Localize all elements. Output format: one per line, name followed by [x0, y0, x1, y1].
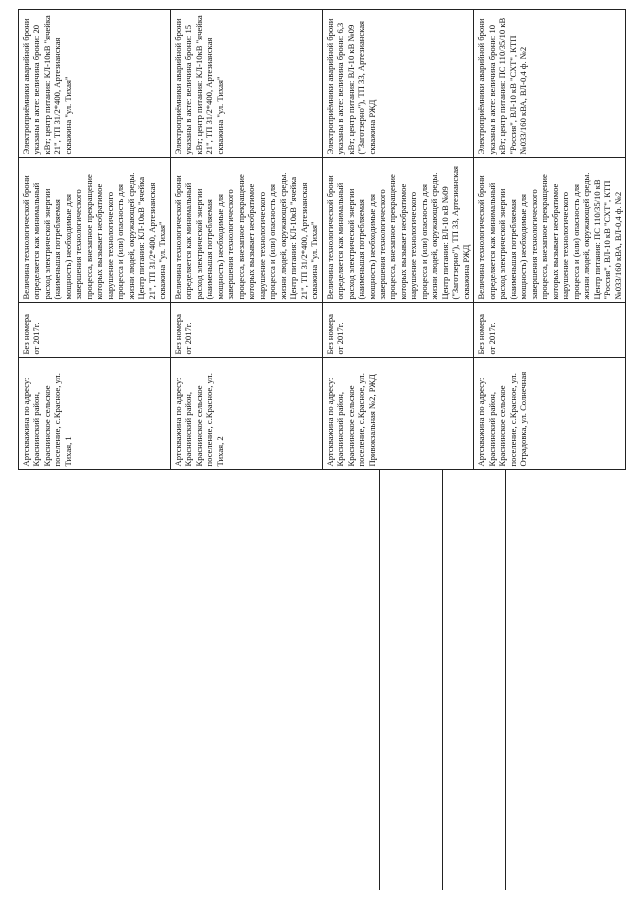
divider-line [505, 471, 506, 891]
cell-object: Артскважина по адресу: Краснинский район, Краснинское сельское поселение, с.Красное, ул. Отрадовка, ул. Солнечная [474, 358, 626, 470]
cell-reason: Величина технологической брони определяется как минимальный расход электрической энергии (наименьшая потребляемая мощность) необходимые для завершения технологического процесса, внезапное прекращение которых вызывает необратимое нарушение технологического процесса и (или) опасность для жизни людей, окружающей среды. Центр питания: КЛ-10кВ "ячейка 21", ТП 31/2*400, Артезианская скважина "ул. Тихая" [19, 158, 171, 303]
cell-emergency: Электроприёмники аварийной брони указаны в акте: величина брони: 20 кВт; центр питания: КЛ-10кВ "ячейка 21", ТП 31/2*400, Артезианская скважина "ул. Тихая" [19, 10, 171, 158]
cell-emergency: Электроприёмники аварийной брони указаны в акте: величина брони: 10 кВт; центр питания: ПС 110/35/10 кВ "Россия", ВЛ-10 кВ "СХТ", КТП №033/160 кВА, ВЛ-0,4 ф. №2 [474, 10, 626, 158]
cell-reason: Величина технологической брони определяется как минимальный расход электрической энергии (наименьшая потребляемая мощность) необходимые для завершения технологического процесса, внезапное прекращение которых вызывает необратимое нарушение технологического процесса и (или) опасность для жизни людей, окружающей среды. Центр питания: ВЛ-10 кВ №09 ("Заготзерно"), ТП 33, Артезианская скважина РЖД [322, 158, 474, 303]
cell-object: Артскважина по адресу: Краснинский район, Краснинское сельское поселение, с.Красное, ул. Тихая, 2 [170, 358, 322, 470]
cell-reason: Величина технологической брони определяется как минимальный расход электрической энергии (наименьшая потребляемая мощность) необходимые для завершения технологического процесса, внезапное прекращение которых вызывает необратимое нарушение технологического процесса и (или) опасность для жизни людей, окружающей среды. Центр питания: ПС 110/35/10 кВ "Россия", ВЛ-10 кВ "СХТ", КТП №033/160 кВА, ВЛ-0,4 ф. №2 [474, 158, 626, 303]
cell-emergency: Электроприёмники аварийной брони указаны в акте: величина брони: 6,3 кВт; центр питания: ВЛ-10 кВ №09 ("Заготзерно"), ТП 33, Артезианская скважина РЖД [322, 10, 474, 158]
table-row [19, 10, 171, 890]
cell-number: Без номера от 2017г. [170, 303, 322, 358]
reservation-table [18, 10, 626, 891]
cell-number: Без номера от 2017г. [322, 303, 474, 358]
cell-object: Артскважина по адресу: Краснинский район, Краснинское сельское поселение, с.Красное, ул. Тихая, 1 [19, 358, 171, 470]
divider-line [379, 471, 380, 891]
cell-number: Без номера от 2017г. [474, 303, 626, 358]
cell-reason: Величина технологической брони определяется как минимальный расход электрической энергии (наименьшая потребляемая мощность) необходимые для завершения технологического процесса, внезапное прекращение которых вызывает необратимое нарушение технологического процесса и (или) опасность для жизни людей, окружающей среды. Центр питания: КЛ-10кВ "ячейка 21", ТП 31/2*400, Артезианская скважина "ул. Тихая" [170, 158, 322, 303]
left-blank-area [19, 470, 626, 890]
cell-emergency: Электроприёмники аварийной брони указаны в акте: величина брони: 15 кВт; центр питания: КЛ-10кВ "ячейка 21", ТП 31/2*400, Артезианская скважина "ул. Тихая" [170, 10, 322, 158]
cell-number: Без номера от 2017г. [19, 303, 171, 358]
divider-line [442, 471, 443, 891]
cell-object: Артскважина по адресу: Краснинский район, Краснинское сельское поселение, с.Красное, ул. Привокзальная №2, РЖД [322, 358, 474, 470]
rotated-document-page [18, 10, 623, 890]
